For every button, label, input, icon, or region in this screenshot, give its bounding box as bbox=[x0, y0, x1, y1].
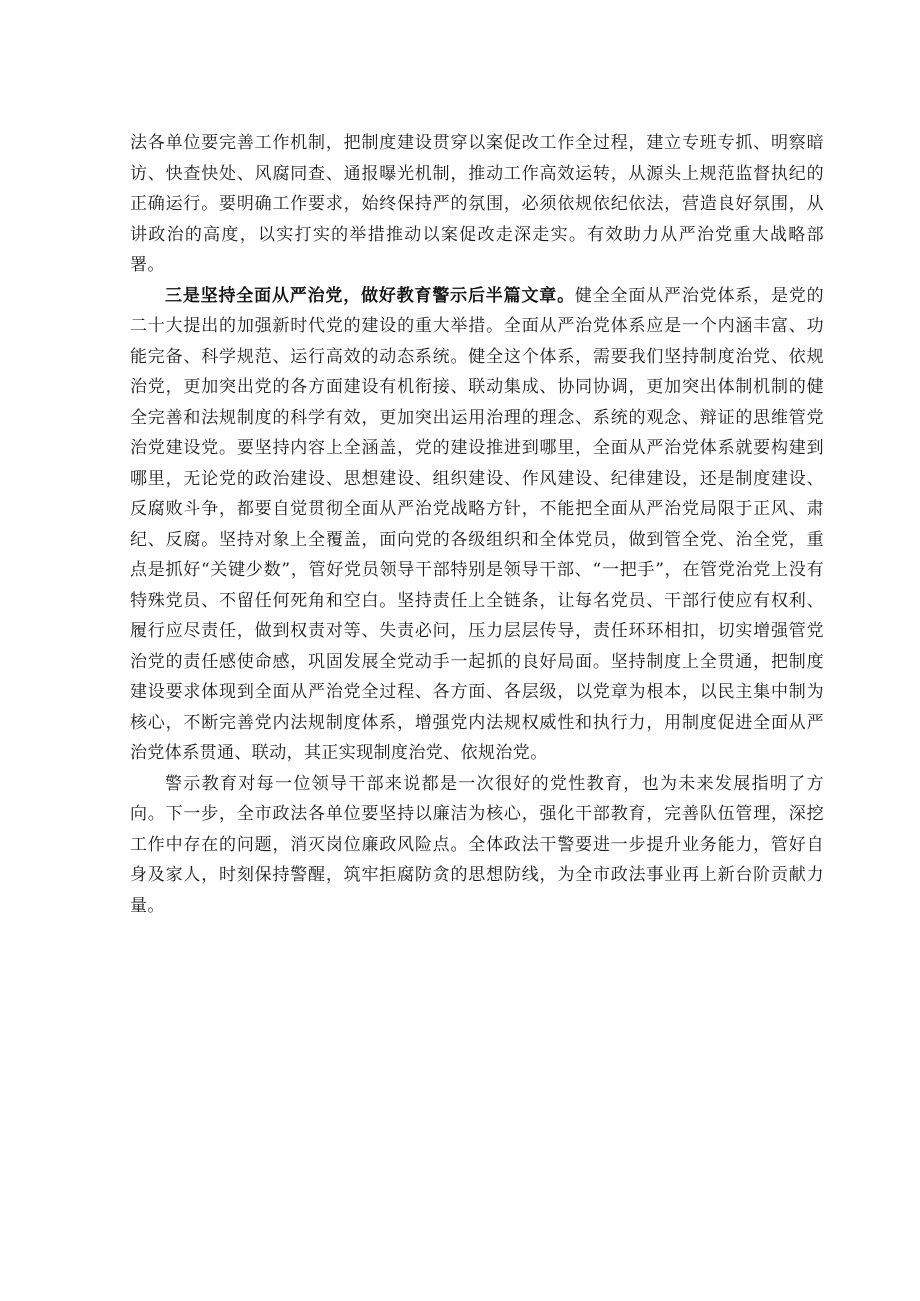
paragraph-3 bbox=[130, 769, 824, 922]
paragraph-1-text: 法各单位要完善工作机制，把制度建设贯穿以案促改工作全过程，建立专班专抓、明察暗访、快查快处、风腐同查、通报曝光机制，推动工作高效运转，从源头上规范监督执纪的正确运行。要明确工作要求，始终保持严的氛围，必须依规依纪依法，营造良好氛围，从讲政治的高度，以实打实的举措推动以案促改走深走实。有效助力从严治党重大战略部署。 bbox=[130, 133, 824, 275]
paragraph-2-text: 健全全面从严治党体系，是党的二十大提出的加强新时代党的建设的重大举措。全面从严治党体系应是一个内涵丰富、功能完备、科学规范、运行高效的动态系统。健全这个体系，需要我们坚持制度治党、依规治党，更加突出党的各方面建设有机衔接、联动集成、协同协调，更加突出体制机制的健全完善和法规制度的科学有效，更加突出运用治理的理念、系统的观念、辩证的思维管党治党建设党。要坚持内容上全涵盖，党的建设推进到哪里，全面从严治党体系就要构建到哪里，无论党的政治建设、思想建设、组织建设、作风建设、纪律建设，还是制度建设、反腐败斗争，都要自觉贯彻全面从严治党战略方针，不能把全面从严治党局限于正风、肃纪、反腐。坚持对象上全覆盖，面向党的各级组织和全体党员，做到管全党、治全党，重点是抓好“关键少数”，管好党员领导干部特别是领导干部、“一把手”，在管党治党上没有特殊党员、不留任何死角和空白。坚持责任上全链条，让每名党员、干部行使应有权利、履行应尽责任，做到权责对等、失责必问，压力层层传导，责任环环相扣，切实增强管党治党的责任感使命感，巩固发展全党动手一起抓的良好局面。坚持制度上全贯通，把制度建设要求体现到全面从严治党全过程、各方面、各层级，以党章为根本，以民主集中制为核心，不断完善党内法规制度体系，增强党内法规权威性和执行力，用制度促进全面从严治党体系贯通、联动，其正实现制度治党、依规治党。 bbox=[130, 285, 824, 763]
document-body bbox=[130, 128, 824, 921]
paragraph-2 bbox=[130, 281, 824, 769]
paragraph-1 bbox=[130, 128, 824, 281]
paragraph-3-text: 警示教育对每一位领导干部来说都是一次很好的党性教育，也为未来发展指明了方向。下一步，全市政法各单位要坚持以廉洁为核心，强化干部教育，完善队伍管理，深挖工作中存在的问题，消灭岗位廉政风险点。全体政法干警要进一步提升业务能力，管好自身及家人，时刻保持警醒，筑牢拒腐防贪的思想防线，为全市政法事业再上新台阶贡献力量。 bbox=[130, 773, 824, 916]
paragraph-2-lead: 三是坚持全面从严治党，做好教育警示后半篇文章。 bbox=[165, 285, 575, 306]
